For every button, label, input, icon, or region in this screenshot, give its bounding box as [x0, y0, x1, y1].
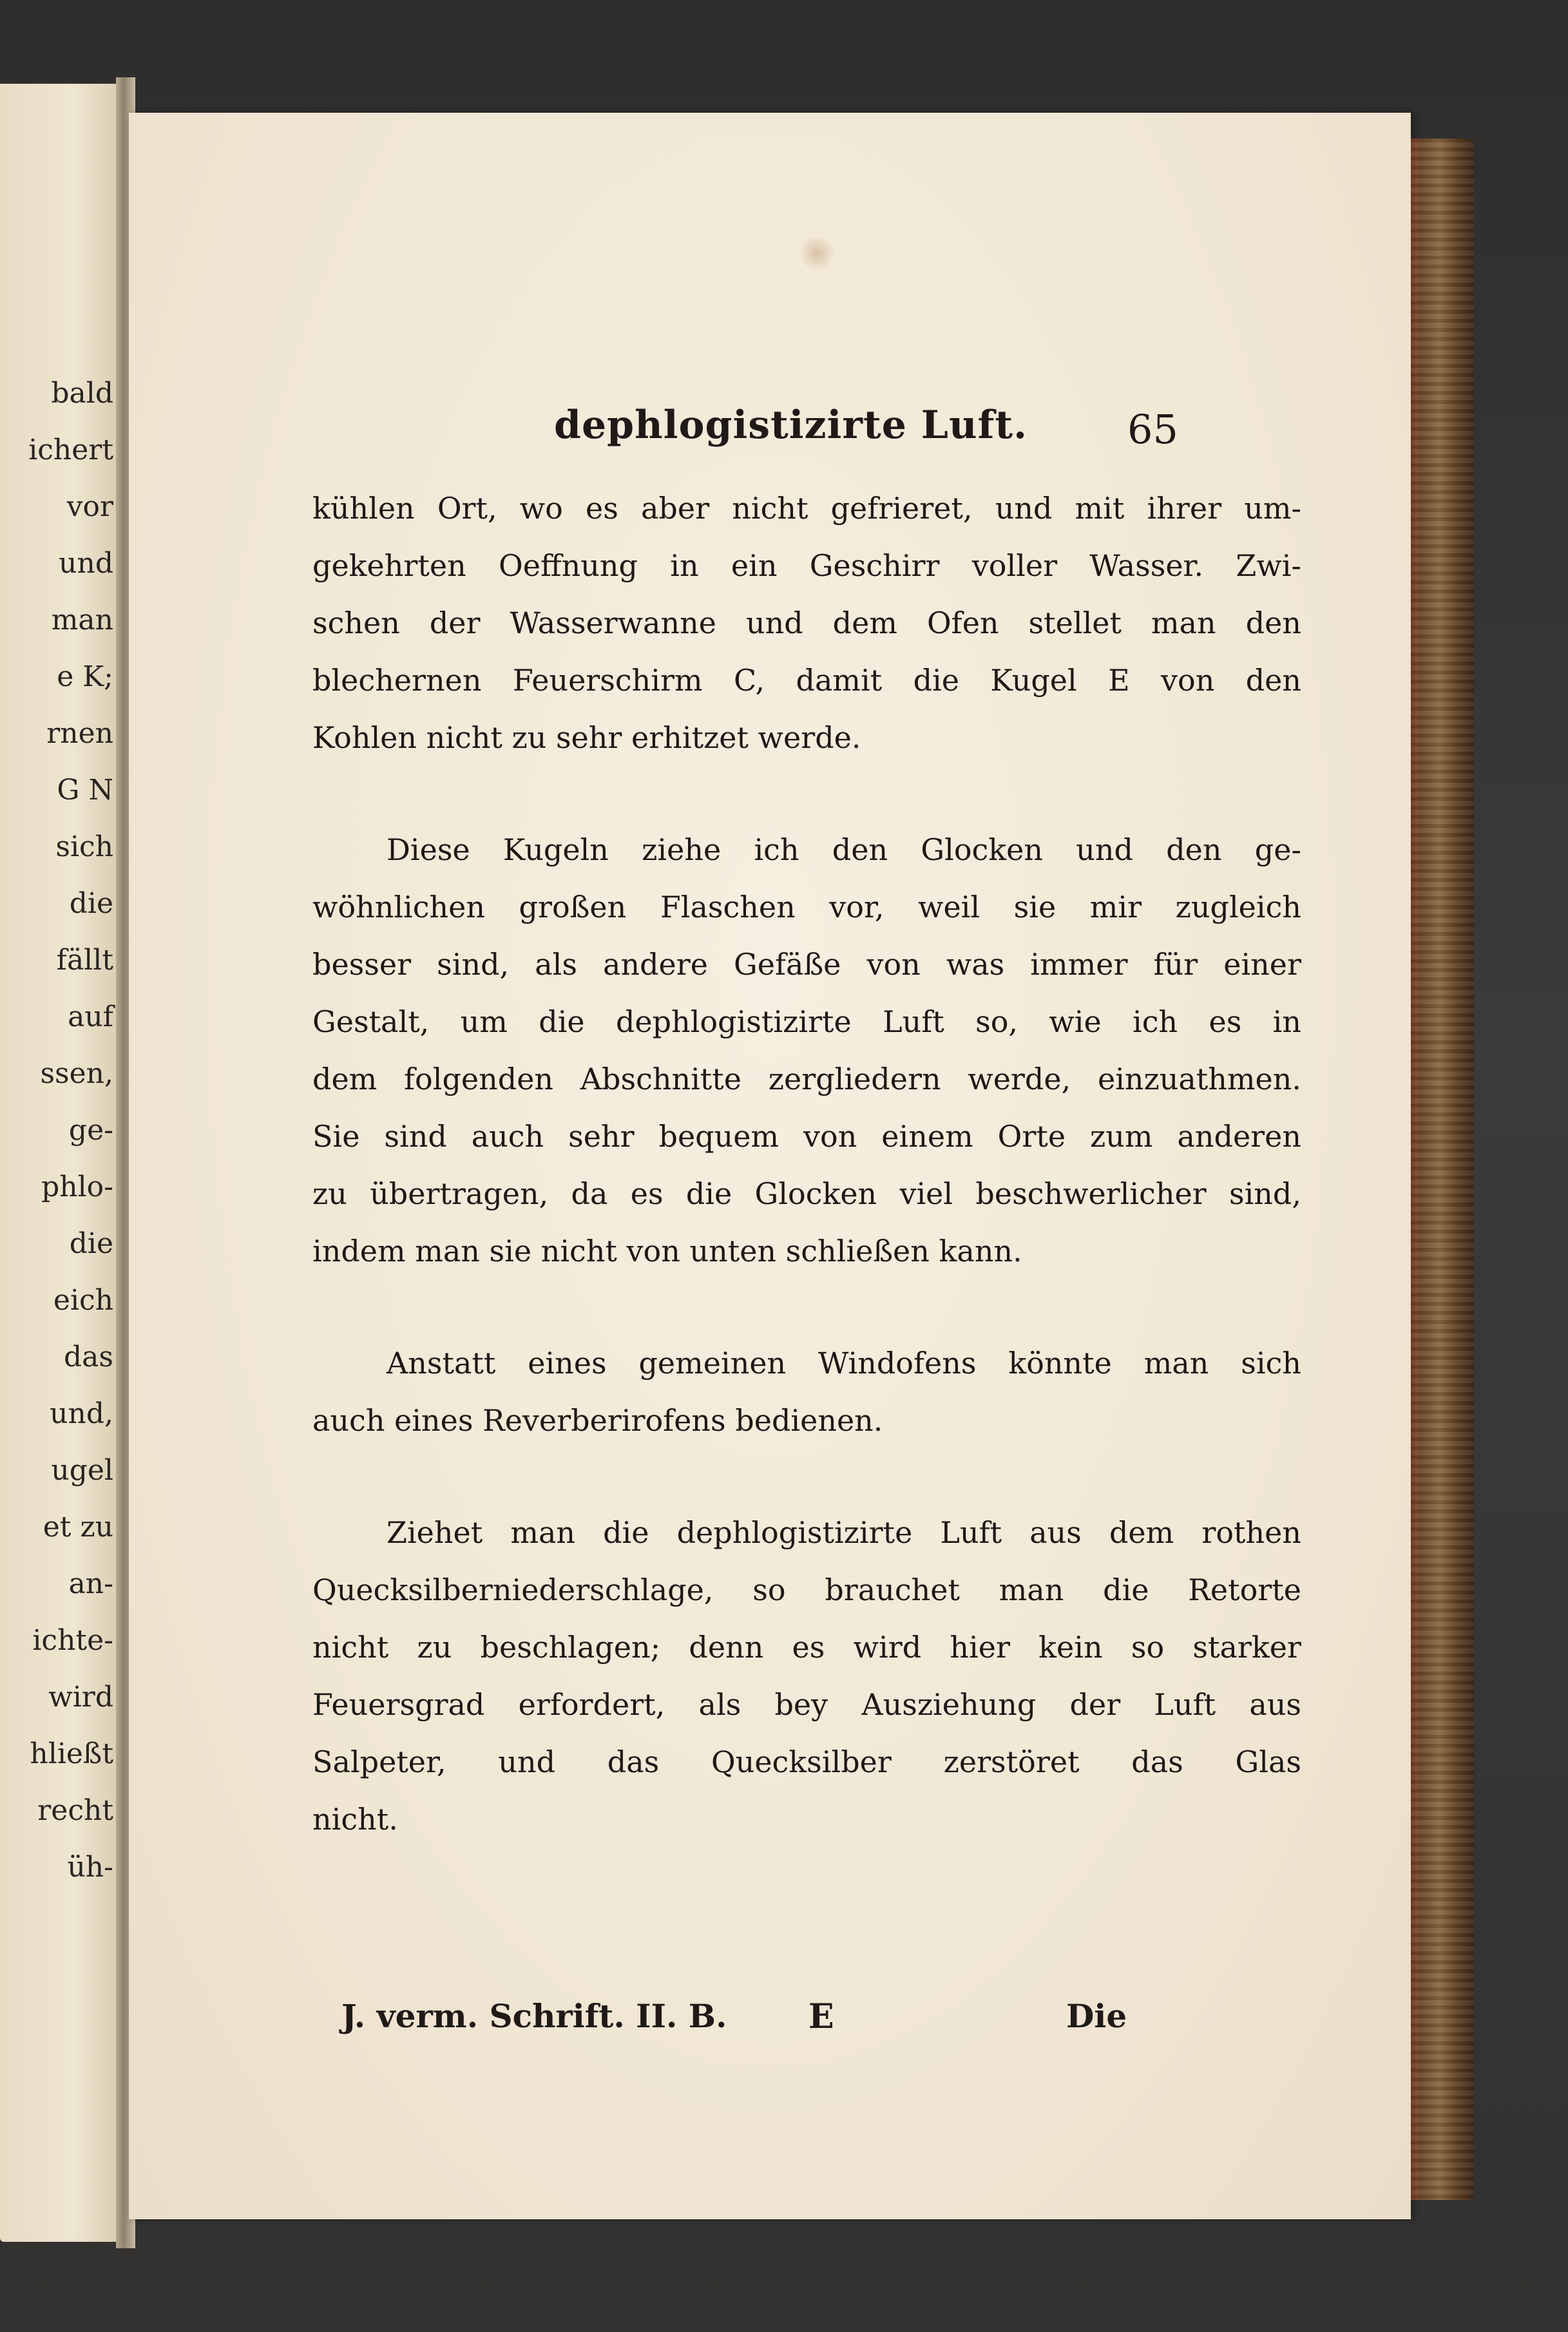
paragraph-gap	[312, 767, 1301, 821]
left-page-fragment: und,	[50, 1397, 113, 1430]
left-page-fragment: bald	[51, 377, 113, 410]
left-page-fragment: sich	[55, 830, 113, 863]
left-page-fragment: die	[69, 1227, 113, 1260]
text-line: Salpeter, und das Quecksilber zerstöret das Glas	[312, 1744, 1301, 1779]
text-line: nicht zu beschlagen; denn es wird hier kein so starker	[312, 1630, 1301, 1665]
text-line: dem folgenden Abschnitte zergliedern werde, einzuathmen.	[312, 1062, 1301, 1096]
left-page-fragment: das	[64, 1341, 113, 1373]
left-page-edge	[0, 84, 122, 2242]
paragraph	[312, 821, 1301, 1280]
text-line: auch eines Reverberirofens bedienen.	[312, 1403, 883, 1438]
paragraph-gap	[312, 1280, 1301, 1335]
text-line: Kohlen nicht zu sehr erhitzet werde.	[312, 720, 861, 755]
text-line: Sie sind auch sehr bequem von einem Orte zum anderen	[312, 1119, 1301, 1154]
left-page-fragment: man	[51, 604, 113, 636]
text-line: Gestalt, um die dephlogistizirte Luft so, wie ich es in	[312, 1004, 1301, 1039]
left-page-fragment: ichert	[28, 434, 113, 466]
text-line: Ziehet man die dephlogistizirte Luft aus dem rothen	[387, 1515, 1301, 1550]
left-page-fragment: wird	[48, 1681, 113, 1714]
left-page-fragment: ichte-	[32, 1624, 113, 1657]
left-page-fragment: ge-	[68, 1114, 113, 1147]
paragraph	[312, 1504, 1301, 1848]
paragraph	[312, 1335, 1301, 1449]
left-page-fragment: auf	[68, 1000, 113, 1033]
text-line: nicht.	[312, 1802, 398, 1837]
page-number: 65	[1127, 406, 1178, 453]
left-page-fragment: et zu	[43, 1511, 113, 1544]
left-page-fragment: vor	[66, 490, 113, 523]
running-head: dephlogistizirte Luft.	[554, 403, 1028, 448]
left-page-fragment: eich	[53, 1284, 113, 1317]
page-stain	[799, 235, 835, 271]
text-line: blechernen Feuerschirm C, damit die Kugel E von den	[312, 663, 1301, 698]
text-line: Quecksilberniederschlage, so brauchet man die Retorte	[312, 1572, 1301, 1607]
body-text	[312, 480, 1301, 1848]
left-page-fragment: recht	[37, 1794, 113, 1827]
left-page-fragment: phlo-	[41, 1171, 113, 1203]
left-page-fragment: hließt	[30, 1737, 113, 1770]
text-line: wöhnlichen großen Flaschen vor, weil sie mir zugleich	[312, 890, 1301, 924]
signature-mark: E	[808, 1997, 834, 2036]
paragraph	[312, 480, 1301, 767]
text-line: Feuersgrad erfordert, als bey Ausziehung der Luft aus	[312, 1687, 1301, 1722]
left-page-fragment: rnen	[46, 717, 113, 750]
left-page-fragment: G N	[57, 774, 113, 807]
text-line: Diese Kugeln ziehe ich den Glocken und den ge-	[387, 832, 1301, 867]
left-page-fragment: e K;	[57, 660, 113, 693]
right-page	[129, 113, 1411, 2219]
left-page-fragment: die	[69, 887, 113, 920]
paragraph-gap	[312, 1449, 1301, 1504]
left-page-fragment: ugel	[51, 1454, 113, 1487]
left-page-fragment: fällt	[56, 944, 113, 977]
left-page-fragment: an-	[68, 1567, 113, 1600]
signature-line: J. verm. Schrift. II. B.	[341, 1997, 727, 2035]
text-line: indem man sie nicht von unten schließen kann.	[312, 1234, 1022, 1268]
text-line: besser sind, als andere Gefäße von was immer für einer	[312, 947, 1301, 982]
text-line: gekehrten Oeffnung in ein Geschirr voller Wasser. Zwi-	[312, 548, 1301, 583]
catchword: Die	[1066, 1997, 1127, 2035]
left-page-fragment: und	[59, 547, 113, 580]
text-line: zu übertragen, da es die Glocken viel beschwerlicher sind,	[312, 1176, 1301, 1211]
text-line: schen der Wasserwanne und dem Ofen stellet man den	[312, 606, 1301, 640]
left-page-fragment: ssen,	[40, 1057, 113, 1090]
left-page-fragment: üh-	[67, 1851, 113, 1884]
text-line: kühlen Ort, wo es aber nicht gefrieret, und mit ihrer um-	[312, 491, 1301, 526]
text-line: Anstatt eines gemeinen Windofens könnte man sich	[387, 1346, 1301, 1381]
